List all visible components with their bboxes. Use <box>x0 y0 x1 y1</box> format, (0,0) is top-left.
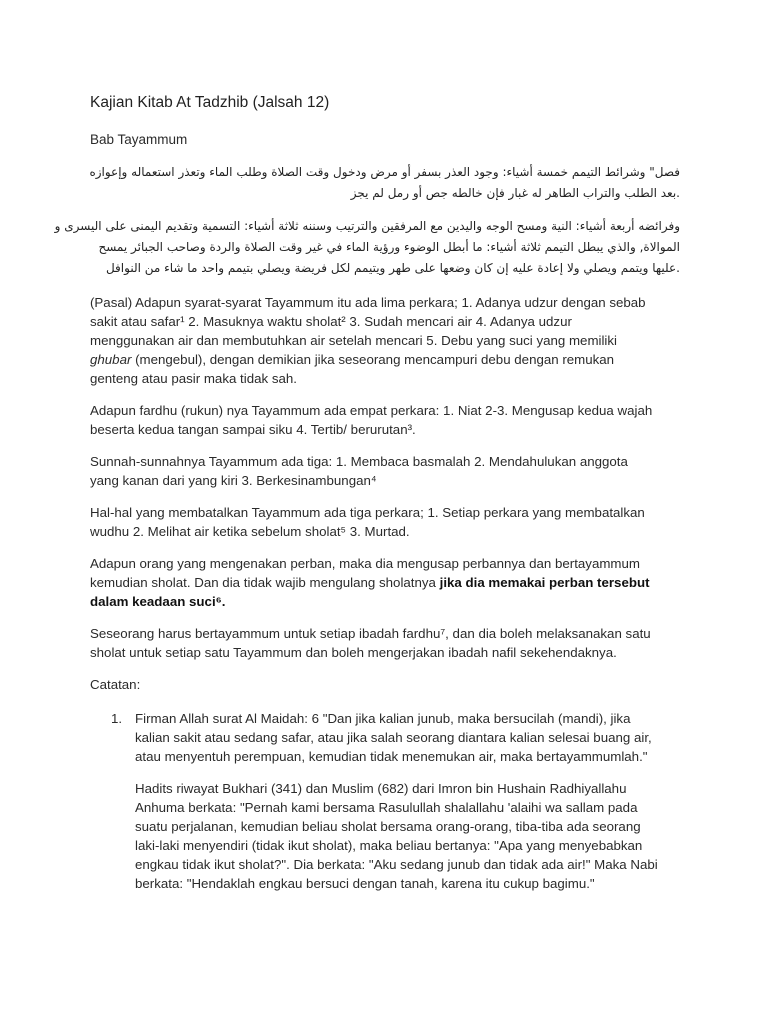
text-line: sakit atau safar¹ 2. Masuknya waktu sholat² 3. Sudah mencari air 4. Adanya udzur <box>90 314 572 329</box>
text-segment: (mengebul), dengan demikian jika seseorang mencampuri debu dengan remukan <box>131 352 615 367</box>
bold-text-line: dalam keadaan suci⁶. <box>90 594 226 609</box>
document-title: Kajian Kitab At Tadzhib (Jalsah 12) <box>90 94 330 111</box>
arabic-text-syarat <box>90 162 680 204</box>
paragraph-batal <box>90 503 680 541</box>
paragraph-pasal <box>90 293 680 388</box>
text-line: Hadits riwayat Bukhari (341) dan Muslim (682) dari Imron bin Hushain Radhiyallahu <box>135 781 627 796</box>
text-line: wudhu 2. Melihat air ketika sebelum sholat⁵ 3. Murtad. <box>90 524 410 539</box>
text-line: suatu perjalanan, kemudian beliau sholat bersama orang-orang, tiba-tiba ada seorang <box>135 819 641 834</box>
text-line: berkata: "Hendaklah engkau bersuci dengan tanah, karena itu cukup bagimu." <box>135 876 595 891</box>
text-line: Seseorang harus bertayammum untuk setiap ibadah fardhu⁷, dan dia boleh melaksanakan satu <box>90 626 651 641</box>
notes-heading: Catatan: <box>90 677 141 692</box>
arabic-line: .عليها ويتمم ويصلي ولا إعادة عليه إن كان وضعها على طهر ويتيمم لكل فريضة ويصلي بتيمم واحد ما شاء من النوافل <box>105 261 680 275</box>
text-line: engkau tidak ikut sholat?". Dia berkata: "Aku sedang junub dan tidak ada air!" Maka Nabi <box>135 857 658 872</box>
text-line: Anhuma berkata: "Pernah kami bersama Rasulullah shalallahu 'alaihi wa sallam pada <box>135 800 638 815</box>
arabic-text-fardhu <box>54 216 680 279</box>
text-line: Adapun orang yang mengenakan perban, maka dia mengusap perbannya dan bertayammum <box>90 556 640 571</box>
paragraph-perban <box>90 554 680 611</box>
text-line: beserta kedua tangan sampai siku 4. Tertib/ berurutan³. <box>90 422 416 437</box>
text-line: Firman Allah surat Al Maidah: 6 "Dan jika kalian junub, maka bersucilah (mandi), jika <box>135 711 631 726</box>
note-hadits <box>135 779 680 893</box>
text-line: sholat untuk setiap satu Tayammum dan boleh mengerjakan ibadah nafil sekehendaknya. <box>90 645 617 660</box>
text-line: genteng atau pasir maka tidak sah. <box>90 371 297 386</box>
note-text <box>135 709 680 766</box>
text-line: kalian sakit atau sedang safar, atau jika salah seorang diantara kalian selesai buang air, <box>135 730 652 745</box>
text-line: menggunakan air dan membutuhkan air setelah mencari 5. Debu yang suci yang memiliki <box>90 333 617 348</box>
bold-text: jika dia memakai perban tersebut <box>439 575 650 590</box>
note-number: 1. <box>111 711 123 726</box>
italic-term: ghubar <box>90 352 132 367</box>
arabic-line: وفرائضه أربعة أشياء: النية ومسح الوجه واليدين مع المرفقين والترتيب وسننه ثلاثة أشياء: التسمية وتقديم اليمنى على اليسرى و <box>54 219 680 233</box>
arabic-line: فصل" وشرائط التيمم خمسة أشياء: وجود العذر بسفر أو مرض ودخول وقت الصلاة وطلب الماء وتعذر استعماله وإعوازه <box>89 165 680 179</box>
text-line <box>90 573 680 592</box>
paragraph-setiap <box>90 624 680 662</box>
notes-list <box>90 709 680 893</box>
chapter-title: Bab Tayammum <box>90 132 188 147</box>
text-line: Sunnah-sunnahnya Tayammum ada tiga: 1. Membaca basmalah 2. Mendahulukan anggota <box>90 454 628 469</box>
note-item <box>90 709 680 893</box>
text-line: Hal-hal yang membatalkan Tayammum ada tiga perkara; 1. Setiap perkara yang membatalkan <box>90 505 645 520</box>
text-line: (Pasal) Adapun syarat-syarat Tayammum itu ada lima perkara; 1. Adanya udzur dengan sebab <box>90 295 646 310</box>
text-line: Adapun fardhu (rukun) nya Tayammum ada empat perkara: 1. Niat 2-3. Mengusap kedua wajah <box>90 403 653 418</box>
paragraph-fardhu <box>90 401 680 439</box>
text-line: atau menyentuh perempuan, kemudian tidak menemukan air, maka bertayammumlah." <box>135 749 648 764</box>
arabic-line: الموالاة, والذي يبطل التيمم ثلاثة أشياء: ما أبطل الوضوء ورؤية الماء في غير وقت الصلاة والردة وصاحب الجبائر يمسح <box>98 240 680 254</box>
text-line: laki-laki menyendiri (tidak ikut sholat), maka beliau bertanya: "Apa yang menyebabkan <box>135 838 643 853</box>
text-segment: kemudian sholat. Dan dia tidak wajib mengulang sholatnya <box>90 575 440 590</box>
paragraph-sunnah <box>90 452 680 490</box>
arabic-line: .بعد الطلب والتراب الطاهر له غبار فإن خالطه جص أو رمل لم يجز <box>350 186 680 200</box>
text-line <box>90 350 680 369</box>
text-line: yang kanan dari yang kiri 3. Berkesinambungan⁴ <box>90 473 377 488</box>
